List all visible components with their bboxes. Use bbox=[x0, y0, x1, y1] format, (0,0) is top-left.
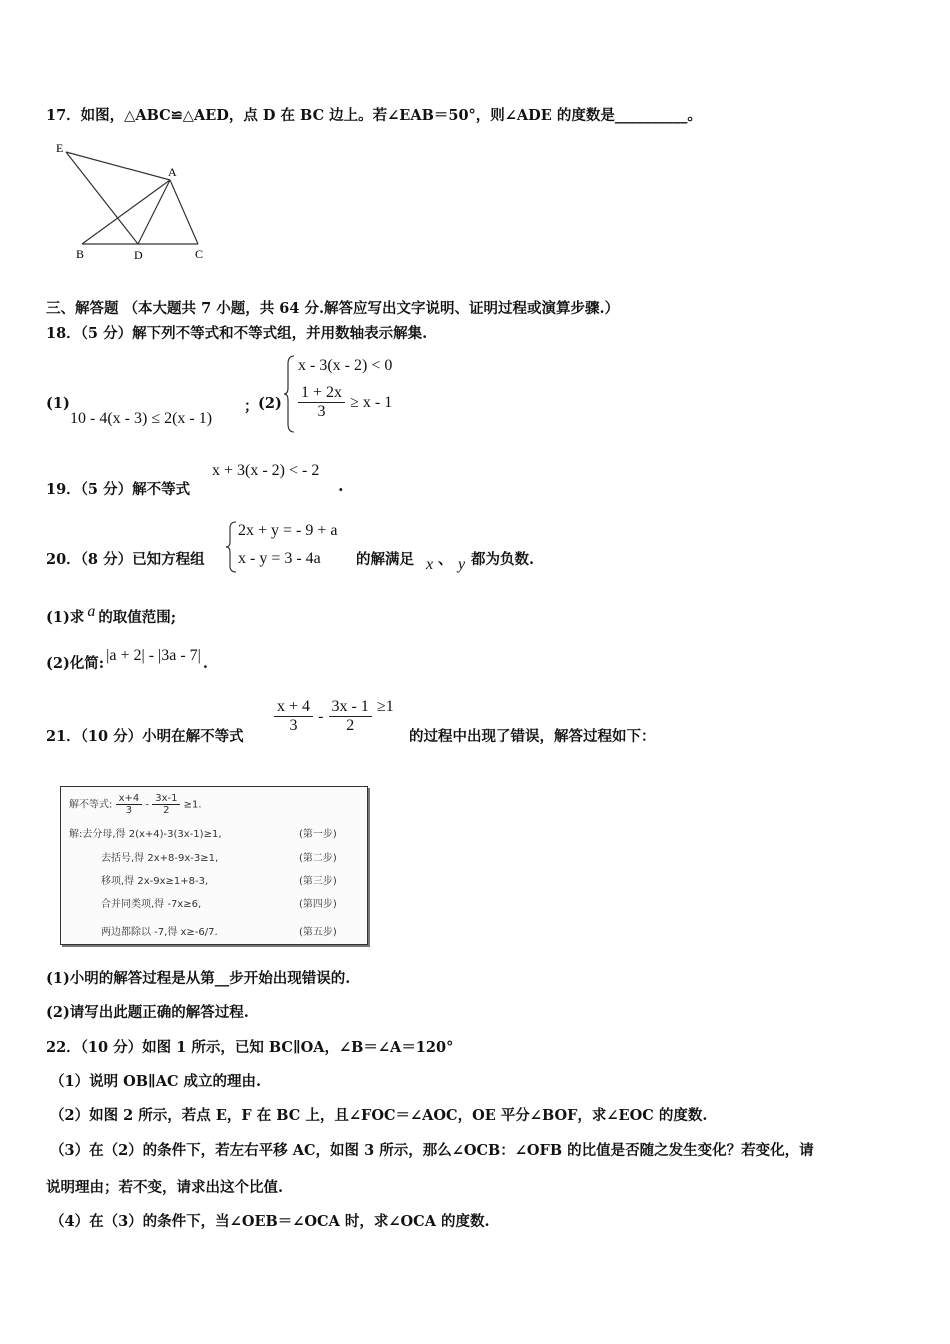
q21-minus: - bbox=[318, 708, 324, 725]
q20-part2 bbox=[46, 647, 208, 673]
scan-step4-text: 合并同类项,得 -7x≥6, bbox=[101, 899, 202, 910]
q20-part2-expr: |a + 2| - |3a - 7| bbox=[106, 647, 201, 664]
label-a: A bbox=[168, 165, 177, 179]
q18-frac-num: 1 + 2x bbox=[298, 384, 345, 403]
q18-sep: ； bbox=[244, 398, 259, 415]
scan-line0-rhs: ≥1. bbox=[183, 799, 202, 811]
q19-text: 19．（5 分）解不等式 bbox=[46, 481, 191, 498]
q21-frac2-num: 3x - 1 bbox=[329, 698, 372, 717]
q20-var-y: y bbox=[458, 556, 466, 573]
scan-step4-label: (第四步) bbox=[299, 899, 337, 910]
q20-part1-b: 的取值范围; bbox=[98, 609, 177, 626]
scan-line0: 解不等式: $\frac{x+4}{3}$ - $\frac{3x-1}{2}$ ≥1. bbox=[69, 793, 202, 816]
q18-text: 18．（5 分）解下列不等式和不等式组，并用数轴表示解集. bbox=[46, 325, 428, 342]
q20-sep: 、 bbox=[438, 551, 453, 568]
scan-step1-text: 解:去分母,得 2(x+4)-3(3x-1)≥1, bbox=[69, 829, 222, 840]
q19-expr: x + 3(x - 2) < - 2 bbox=[212, 462, 320, 479]
q21-scanned-solution bbox=[60, 786, 368, 945]
q17-text: 17．如图，△ABC≌△AED，点 D 在 BC 边上。若∠EAB＝50°，则∠ADE 的度数是__________。 bbox=[46, 107, 702, 124]
q21-rhs: ≥1 bbox=[376, 698, 394, 715]
q21-frac2-den: 2 bbox=[346, 717, 355, 734]
q18-frac-den: 3 bbox=[317, 403, 326, 420]
q20-part1-var: a bbox=[87, 603, 96, 620]
q20-text2: 的解满足 bbox=[356, 551, 414, 568]
q20-part2-a: (2)化简: bbox=[46, 655, 105, 672]
q20-text: 20．（8 分）已知方程组 bbox=[46, 551, 205, 568]
q20-sys-line1: 2x + y = - 9 + a bbox=[238, 522, 338, 539]
q18-sys-line1: x - 3(x - 2) < 0 bbox=[298, 357, 393, 374]
q18-part1-label: (1) bbox=[46, 395, 70, 412]
q22-text: 22．（10 分）如图 1 所示，已知 BC∥OA，∠B＝∠A＝120° bbox=[46, 1039, 454, 1056]
q20-part1 bbox=[46, 603, 177, 627]
q19-end: . bbox=[338, 476, 344, 495]
q17-figure bbox=[54, 140, 214, 264]
q21-text: 21．（10 分）小明在解不等式 bbox=[46, 728, 244, 745]
q20-sys-line2: x - y = 3 - 4a bbox=[238, 550, 321, 567]
label-b: B bbox=[76, 247, 85, 261]
q20-part1-a: (1)求 bbox=[46, 609, 85, 626]
q22-part3-a: （3）在（2）的条件下，若左右平移 AC，如图 3 所示，那么∠OCB：∠OFB 的比值是否随之发生变化？若变化，请 bbox=[50, 1142, 814, 1159]
q22-part1: （1）说明 OB∥AC 成立的理由. bbox=[50, 1073, 262, 1090]
q20-var-x: x bbox=[426, 556, 434, 573]
scan-line0-label: 解不等式: bbox=[69, 799, 113, 811]
label-c: C bbox=[195, 247, 204, 261]
scan-frac2-num: 3x-1 bbox=[152, 793, 180, 805]
q22-part4: （4）在（3）的条件下，当∠OEB＝∠OCA 时，求∠OCA 的度数. bbox=[50, 1213, 490, 1230]
q18-sys-line2-frac bbox=[298, 384, 392, 421]
scan-step3-label: (第三步) bbox=[299, 876, 337, 887]
q20-part2-end: . bbox=[202, 655, 208, 672]
scan-step2-text: 去括号,得 2x+8-9x-3≥1, bbox=[101, 853, 219, 864]
q21-frac1-num: x + 4 bbox=[274, 698, 313, 717]
scan-frac1-den: 3 bbox=[125, 805, 133, 816]
q21-inequality bbox=[274, 698, 394, 735]
q18-brace bbox=[284, 354, 296, 434]
scan-frac2-den: 2 bbox=[163, 805, 170, 816]
scan-step2-label: (第二步) bbox=[299, 853, 337, 864]
q18-sys-line2-rhs: ≥ x - 1 bbox=[350, 394, 393, 411]
q18-part2-label: (2) bbox=[258, 395, 282, 412]
scan-step5-label: (第五步) bbox=[299, 927, 337, 938]
scan-frac1-num: x+4 bbox=[116, 793, 143, 805]
q21-text2: 的过程中出现了错误，解答过程如下： bbox=[409, 728, 656, 745]
q21-part2: (2)请写出此题正确的解答过程. bbox=[46, 1004, 249, 1021]
label-d: D bbox=[134, 248, 143, 262]
q21-frac1-den: 3 bbox=[289, 717, 298, 734]
q18-part1-expr: 10 - 4(x - 3) ≤ 2(x - 1) bbox=[70, 410, 213, 427]
scan-step1-label: (第一步) bbox=[299, 829, 337, 840]
q20-text3: 都为负数. bbox=[471, 551, 535, 568]
section-title: 三、解答题 （本大题共 7 小题，共 64 分.解答应写出文字说明、证明过程或演算步骤.） bbox=[46, 300, 620, 317]
label-e: E bbox=[56, 141, 64, 155]
q21-part1: (1)小明的解答过程是从第__步开始出现错误的. bbox=[46, 970, 351, 987]
scan-step3-text: 移项,得 2x-9x≥1+8-3, bbox=[101, 876, 209, 887]
q20-brace bbox=[226, 520, 238, 574]
q22-part2: （2）如图 2 所示，若点 E，F 在 BC 上，且∠FOC＝∠AOC，OE 平分∠BOF，求∠EOC 的度数. bbox=[50, 1107, 708, 1124]
q22-part3-b: 说明理由；若不变，请求出这个比值. bbox=[46, 1179, 284, 1196]
scan-step5-text: 两边都除以 -7,得 x≥-6/7. bbox=[101, 927, 218, 938]
